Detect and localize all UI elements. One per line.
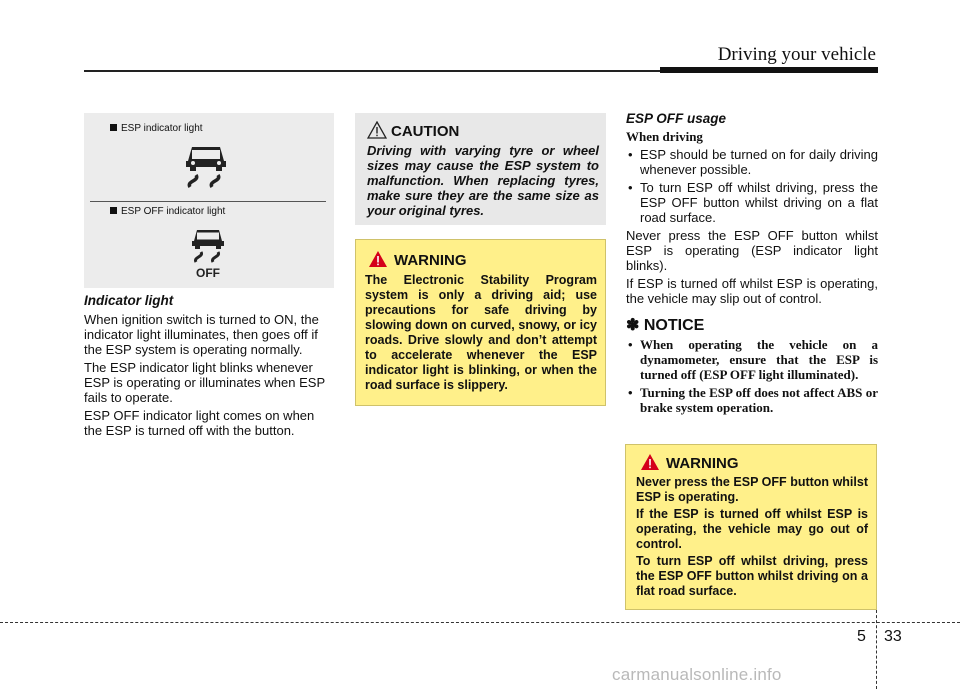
- watermark: carmanualsonline.info: [612, 665, 782, 684]
- warning-box-esp-aid: [355, 239, 606, 406]
- running-header: Driving your vehicle: [717, 44, 876, 65]
- indicator-heading: Indicator light: [84, 293, 174, 308]
- warning-title: WARNING: [394, 252, 467, 269]
- page-number: 33: [884, 628, 902, 645]
- esp-off-indicator-icon: [188, 226, 228, 282]
- warning-title: WARNING: [666, 455, 739, 472]
- caution-text: Driving with varying tyre or wheel sizes may cause the ESP system to malfunction. When replacing tyres, make sure they are the same size as your original tyres.: [367, 143, 599, 218]
- figure-divider: [90, 201, 326, 202]
- notice-bullet: • When operating the vehicle on a dynamometer, ensure that the ESP is turned off (ESP OFF light illuminated).: [626, 337, 878, 382]
- usage-paragraph: Never press the ESP OFF button whilst ESP is operating (ESP indicator light blinks).: [626, 228, 878, 273]
- header-rule-accent: [660, 67, 878, 73]
- usage-subheading: When driving: [626, 129, 703, 144]
- page-number-separator: [876, 610, 877, 689]
- figure-caption-esp: [110, 123, 203, 134]
- caution-triangle-icon: [367, 121, 387, 139]
- footer-rule: [0, 622, 960, 623]
- usage-bullet: • To turn ESP off whilst driving, press the ESP OFF button whilst driving on a flat road surface.: [626, 180, 878, 225]
- section-number: 5: [857, 628, 866, 645]
- caution-box: [355, 113, 606, 225]
- warning-paragraph: Never press the ESP OFF button whilst ESP is operating.: [636, 475, 868, 504]
- warning-paragraph: To turn ESP off whilst driving, press the ESP OFF button whilst driving on a flat road surface.: [636, 554, 868, 598]
- indicator-paragraph: The ESP indicator light blinks whenever ESP is operating or illuminates when ESP fails to operate.: [84, 360, 325, 405]
- indicator-paragraph: ESP OFF indicator light comes on when the ESP is turned off with the button.: [84, 408, 315, 438]
- esp-off-usage-section: [626, 111, 878, 418]
- caption-text: ESP OFF indicator light: [121, 206, 226, 217]
- indicator-section: [84, 293, 334, 441]
- warning-triangle-icon: [640, 453, 660, 471]
- warning-paragraph: If the ESP is turned off whilst ESP is operating, the vehicle may go out of control.: [636, 507, 868, 551]
- warning-text: [636, 475, 868, 601]
- indicator-paragraph: When ignition switch is turned to ON, the indicator light illuminates, then goes off if the ESP system is operating normally.: [84, 312, 319, 357]
- notice-title: ✽ NOTICE: [626, 317, 705, 334]
- caption-text: ESP indicator light: [121, 123, 203, 134]
- notice-bullet: • Turning the ESP off does not affect ABS or brake system operation.: [626, 385, 878, 415]
- warning-box-esp-off: [625, 444, 877, 610]
- usage-paragraph: If ESP is turned off whilst ESP is operating, the vehicle may slip out of control.: [626, 276, 878, 306]
- caution-title: CAUTION: [391, 123, 460, 140]
- off-label: OFF: [196, 266, 220, 280]
- indicator-figure: [84, 113, 334, 288]
- figure-caption-esp-off: [110, 206, 225, 217]
- esp-indicator-icon: [180, 139, 232, 191]
- warning-text: The Electronic Stability Program system is only a driving aid; use precautions for safe driving by slowing down on curved, snowy, or icy roads. Drive slowly and don’t attempt to accelerate whenever the ESP indicator light is blinking, or when the road surface is slippery.: [365, 273, 597, 392]
- warning-triangle-icon: [368, 250, 388, 268]
- usage-heading: ESP OFF usage: [626, 111, 727, 126]
- usage-bullet: • ESP should be turned on for daily driving whenever possible.: [626, 147, 878, 177]
